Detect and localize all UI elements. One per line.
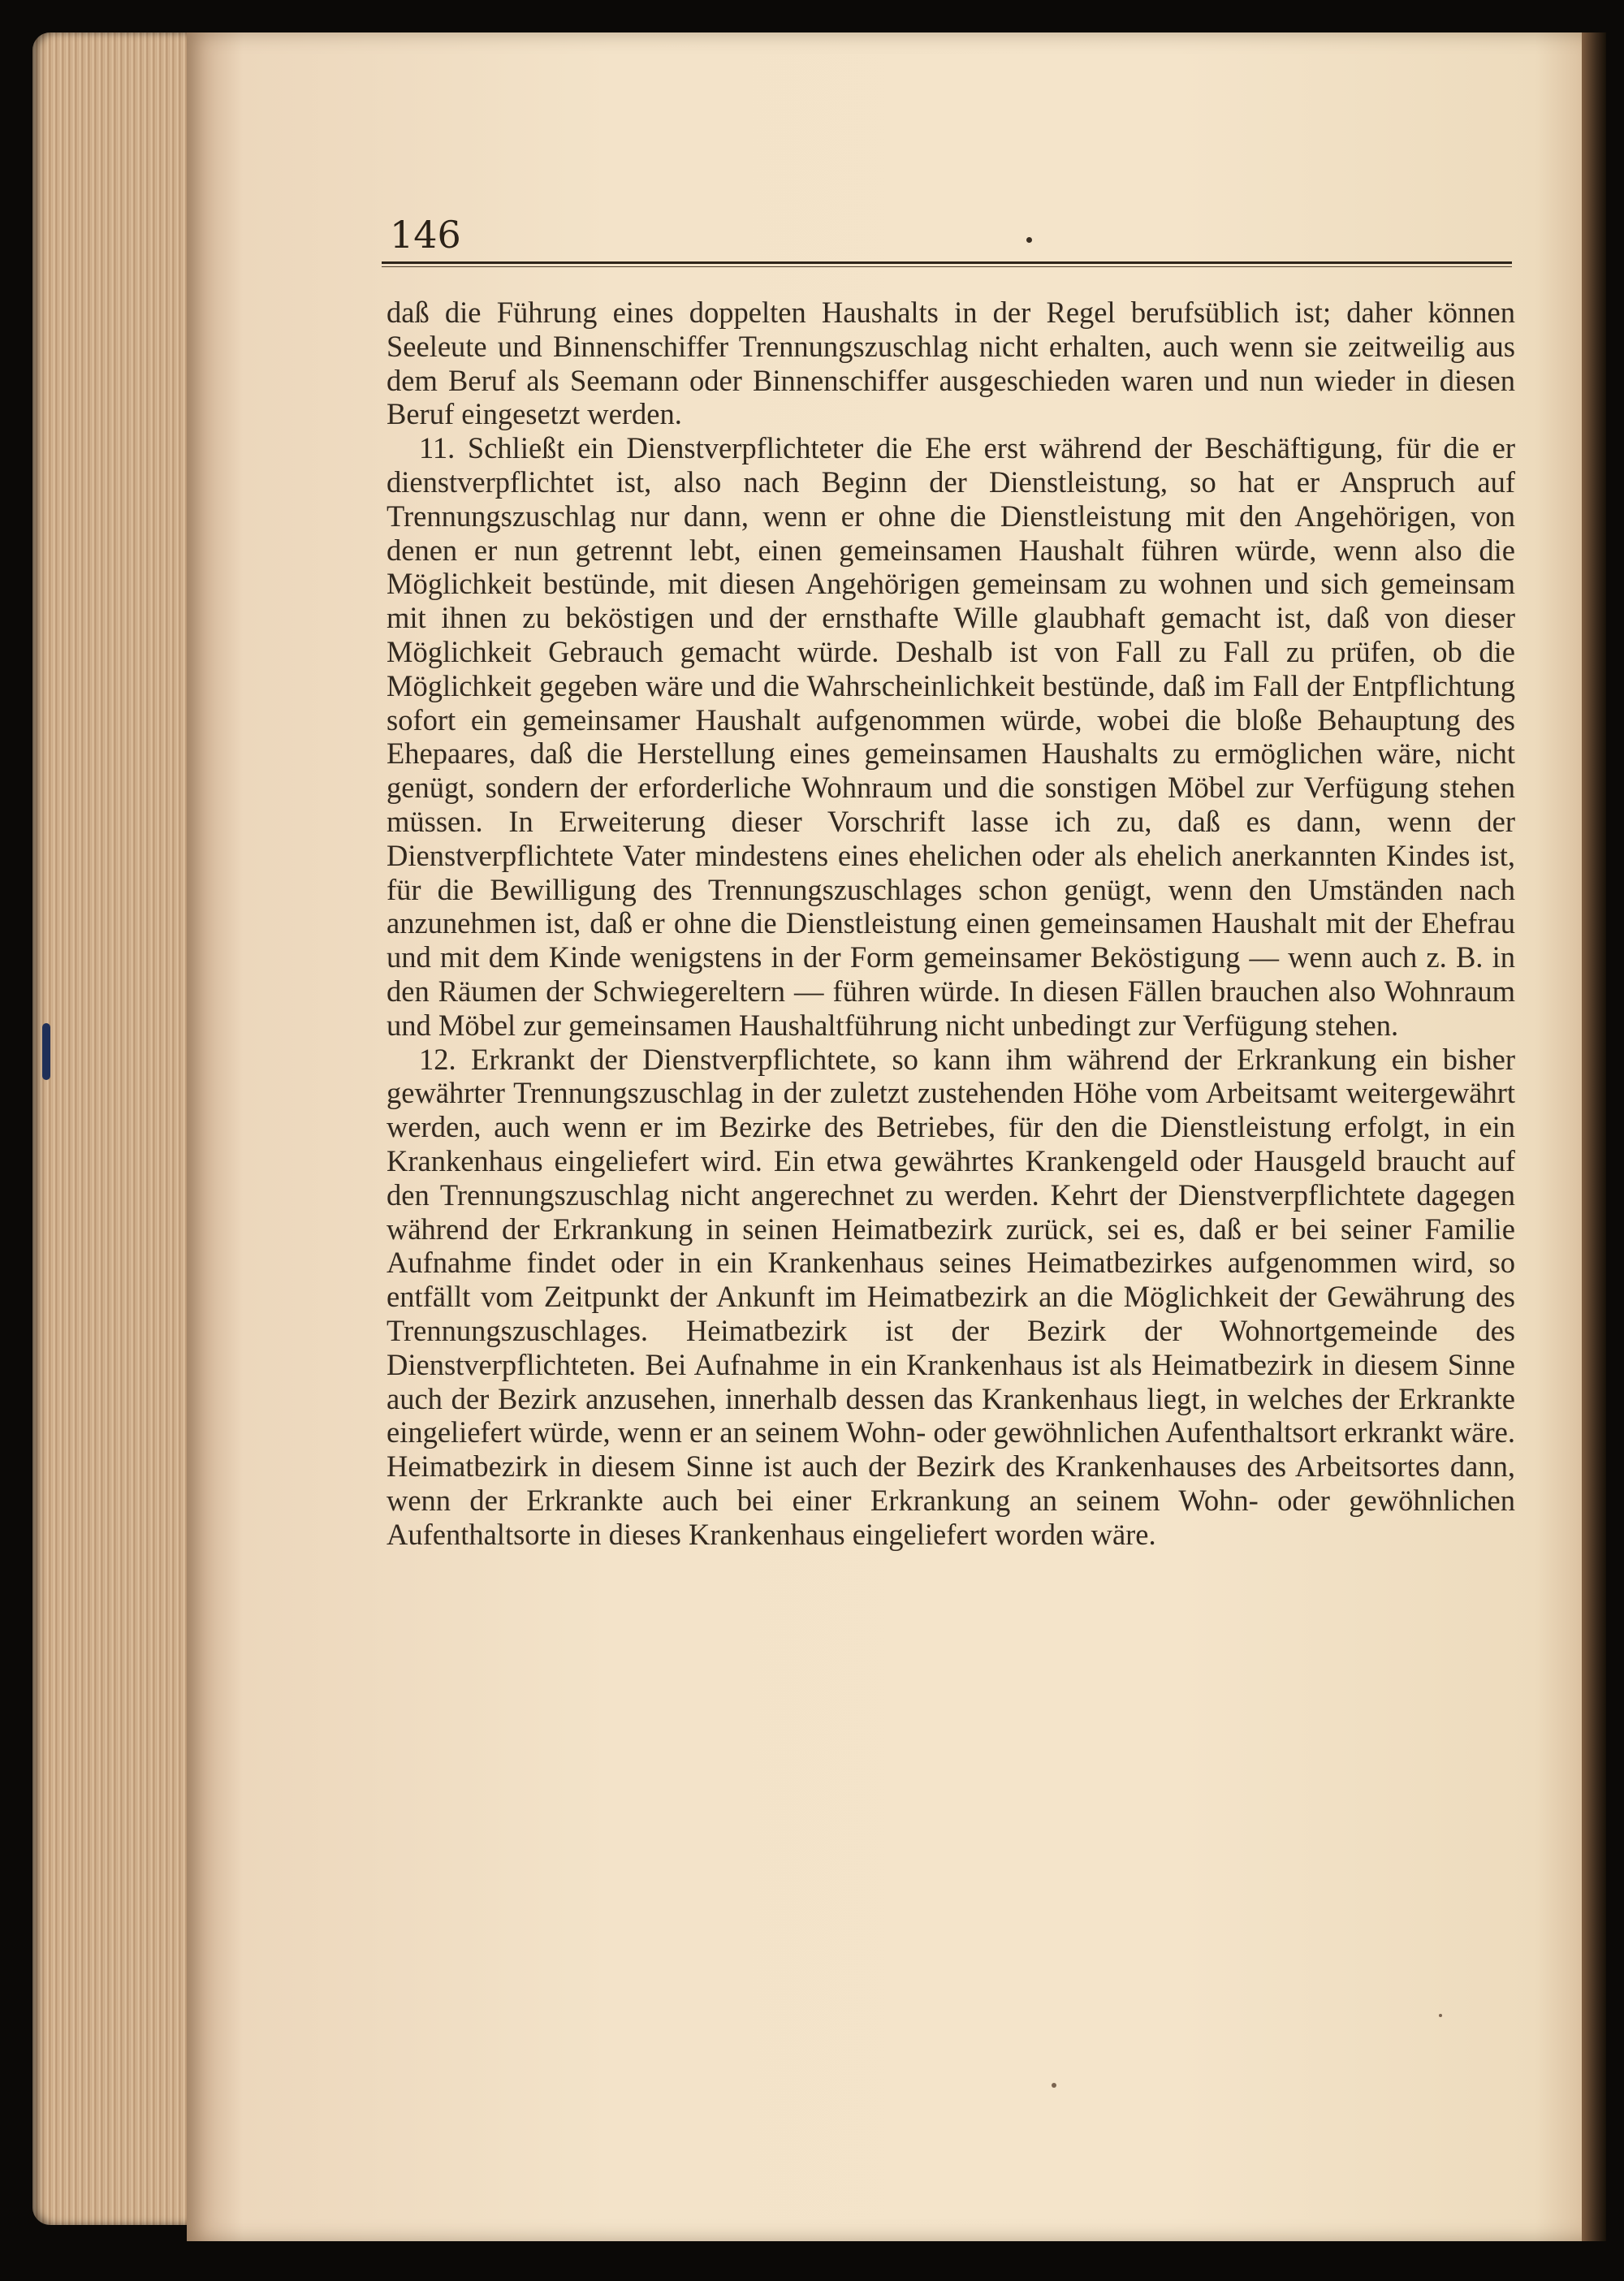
paper-stain (1052, 2083, 1056, 2088)
paper-stain (1439, 2014, 1442, 2017)
binding-mark (42, 1023, 50, 1080)
page-gutter-shadow (1582, 32, 1606, 2241)
header-rule-thin (382, 266, 1512, 267)
page-edges (32, 32, 195, 2225)
body-text (387, 296, 1515, 1551)
page-number: 146 (390, 213, 461, 257)
header-dot (1026, 237, 1032, 243)
header-rule (382, 261, 1512, 264)
paragraph-continuation: daß die Führung eines doppelten Haushalts in der Regel berufsüblich ist; daher können Seeleute und Binnenschiffer Trennungszuschlag nicht erhalten, auch wenn sie zeitweilig aus dem Beruf als Seemann oder Binnenschiffer ausgeschieden waren und nun wieder in diesen Beruf eingesetzt werden. (387, 296, 1515, 431)
paragraph-11: 11. Schließt ein Dienstverpflichteter die Ehe erst während der Beschäftigung, für die er dienstverpflichtet ist, also nach Beginn der Dienstleistung, so hat er Anspruch auf Trennungszuschlag nur dann, wenn er ohne die Dienstleistung mit den Angehörigen, von denen er nun getrennt lebt, einen gemeinsamen Haushalt führen würde, wenn also die Möglichkeit bestünde, mit diesen Angehörigen gemeinsam zu wohnen und sich gemeinsam mit ihnen zu beköstigen und der ernsthafte Wille glaubhaft gemacht ist, daß von dieser Möglichkeit Gebrauch gemacht würde. Deshalb ist von Fall zu Fall zu prüfen, ob die Möglichkeit gegeben wäre und die Wahrscheinlichkeit bestünde, daß im Fall der Entpflichtung sofort ein gemeinsamer Haushalt aufgenommen würde, wobei die bloße Behauptung des Ehepaares, daß die Herstellung eines gemeinsamen Haushalts zu ermöglichen wäre, nicht genügt, sondern der erforderliche Wohnraum und die sonstigen Möbel zur Verfügung stehen müssen. In Erweiterung dieser Vorschrift lasse ich zu, daß es dann, wenn der Dienstverpflichtete Vater mindestens eines ehelichen oder als ehelich anerkannten Kindes ist, für die Bewilligung des Trennungszuschlages schon genügt, wenn den Umständen nach anzunehmen ist, daß er ohne die Dienstleistung einen gemeinsamen Haushalt mit der Ehefrau und mit dem Kinde wenigstens in der Form gemeinsamer Beköstigung — wenn auch z. B. in den Räumen der Schwiegereltern — führen würde. In diesen Fällen brauchen also Wohnraum und Möbel zur gemeinsamen Haushaltführung nicht unbedingt zur Verfügung stehen. (387, 431, 1515, 1042)
paragraph-12: 12. Erkrankt der Dienstverpflichtete, so kann ihm während der Erkrankung ein bisher gewährter Trennungszuschlag in der zuletzt zustehenden Höhe vom Arbeitsamt weitergewährt werden, auch wenn er im Bezirke des Betriebes, für den die Dienstleistung erfolgt, in ein Krankenhaus eingeliefert wird. Ein etwa gewährtes Krankengeld oder Hausgeld braucht auf den Trennungszuschlag nicht angerechnet zu werden. Kehrt der Dienstverpflichtete dagegen während der Erkrankung in seinen Heimatbezirk zurück, sei es, daß er bei seiner Familie Aufnahme findet oder in ein Krankenhaus seines Heimatbezirkes aufgenommen wird, so entfällt vom Zeitpunkt der Ankunft im Heimatbezirk an die Möglichkeit der Gewährung des Trennungszuschlages. Heimatbezirk ist der Bezirk der Wohnortgemeinde des Dienstverpflichteten. Bei Aufnahme in ein Krankenhaus ist als Heimatbezirk in diesem Sinne auch der Bezirk anzusehen, innerhalb dessen das Krankenhaus liegt, in welches der Erkrankte eingeliefert würde, wenn er an seinem Wohn- oder gewöhnlichen Aufenthaltsort erkrankt wäre. Heimatbezirk in diesem Sinne ist auch der Bezirk des Krankenhauses des Arbeitsortes dann, wenn der Erkrankte auch bei einer Erkrankung an seinem Wohn- oder gewöhnlichen Aufenthaltsorte in dieses Krankenhaus eingeliefert worden wäre. (387, 1042, 1515, 1551)
